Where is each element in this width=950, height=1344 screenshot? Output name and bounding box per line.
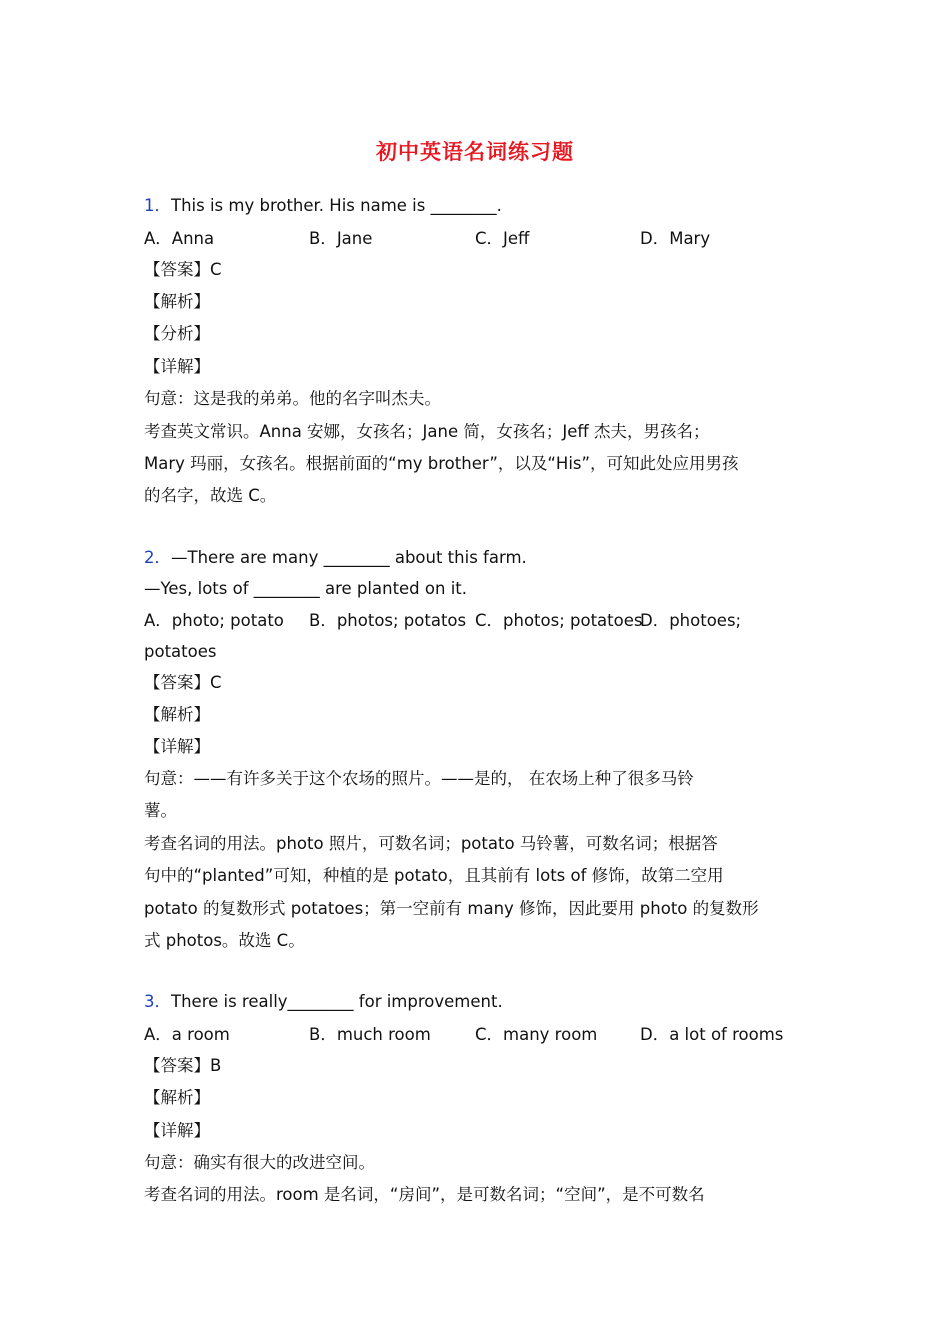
page-title: 初中英语名词练习题 <box>376 139 574 164</box>
answer-label: 【答案】C <box>144 260 222 279</box>
detail-line: Mary 玛丽，女孩名。根据前面的“my brother”，以及“His”，可知此处应用男孩 <box>144 454 739 473</box>
detail-line: potato 的复数形式 potatoes；第一空前有 many 修饰，因此要用 photo 的复数形 <box>144 899 759 918</box>
analysis-label: 【解析】 <box>144 292 210 311</box>
option-d: D．photoes; <box>640 611 742 630</box>
detail-line: 句中的“planted”可知，种植的是 potato，且其前有 lots of 修饰，故第二空用 <box>144 866 724 885</box>
detail-label: 【详解】 <box>144 737 210 756</box>
detail-line: 句意：——有许多关于这个农场的照片。——是的， 在农场上种了很多马铃 <box>144 769 694 788</box>
question-number: 2． <box>144 548 171 567</box>
detail-line: 句意：确实有很大的改进空间。 <box>144 1153 375 1172</box>
detail-line: 式 photos。故选 C。 <box>144 931 305 950</box>
question-3-stem-line <box>144 990 503 1014</box>
option-d: D．Mary <box>640 229 711 248</box>
question-number: 3． <box>144 992 171 1011</box>
detail-line: 考查英文常识。Anna 安娜，女孩名；Jane 简，女孩名；Jeff 杰夫，男孩名； <box>144 422 710 441</box>
analysis-label: 【解析】 <box>144 705 210 724</box>
detail-label: 【详解】 <box>144 357 210 376</box>
option-c: C．many room <box>475 1025 598 1044</box>
option-b: B．photos; potatos <box>309 611 467 630</box>
option-a: A．Anna <box>144 229 215 248</box>
option-b: B．Jane <box>309 229 373 248</box>
option-c: C．Jeff <box>475 229 530 248</box>
option-d: D．a lot of rooms <box>640 1025 784 1044</box>
detail-line: 薯。 <box>144 801 177 820</box>
detail-line: 的名字，故选 C。 <box>144 486 277 505</box>
question-stem: —There are many ________ about this farm. <box>171 548 527 567</box>
question-stem: There is really________ for improvement. <box>171 992 503 1011</box>
detail-line: 考查名词的用法。photo 照片，可数名词；potato 马铃薯，可数名词；根据答 <box>144 834 718 853</box>
answer-label: 【答案】C <box>144 673 222 692</box>
question-number: 1． <box>144 196 171 215</box>
question-stem-second: —Yes, lots of ________ are planted on it. <box>144 579 467 598</box>
option-c: C．photos; potatoes <box>475 611 643 630</box>
fenxi-label: 【分析】 <box>144 324 210 343</box>
detail-line: 句意：这是我的弟弟。他的名字叫杰夫。 <box>144 389 441 408</box>
answer-label: 【答案】B <box>144 1056 222 1075</box>
question-2-stem-line <box>144 546 527 570</box>
question-stem: This is my brother. His name is ________. <box>171 196 502 215</box>
option-a: A．photo; potato <box>144 611 284 630</box>
question-1-stem-line <box>144 194 502 218</box>
detail-line: 考查名词的用法。room 是名词，“房间”，是可数名词；“空间”，是不可数名 <box>144 1185 705 1204</box>
option-d-wrap: potatoes <box>144 642 217 661</box>
option-b: B．much room <box>309 1025 431 1044</box>
analysis-label: 【解析】 <box>144 1088 210 1107</box>
detail-label: 【详解】 <box>144 1121 210 1140</box>
option-a: A．a room <box>144 1025 230 1044</box>
